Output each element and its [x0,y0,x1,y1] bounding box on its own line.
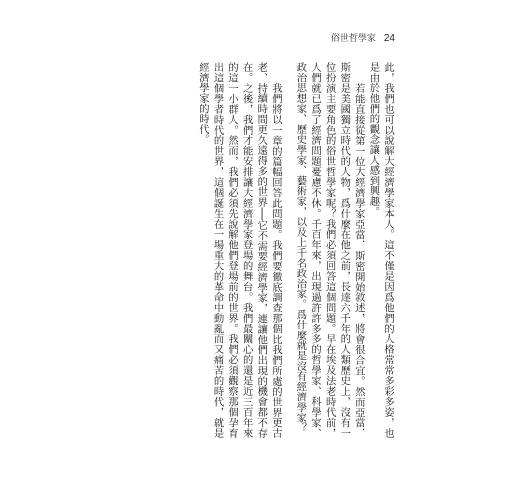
paragraph: 此，我們也可以說解大經濟學家本人。這不僅是因爲他們的人格常常多彩多姿，也是由於他們的觀念讓人感到興趣。 [367,62,394,438]
running-header [331,31,395,44]
running-title: 俗世哲學家 [330,34,376,44]
paragraph: 我們將以一章的篇幅回答此問題。我們要徹底調查那個比我們所處的世界更古老、持續時間更久遠得多的世界──它不需要經濟學家，連讓他們出現的機會都不存在。之後，我們才能安排讓大經濟學家登場的舞台。我們最關心的還是近三百年來的這一小群人。然而，我們必須先說解他們登場前的世界。我們必須觀察那個孕育出這個學者時代的世界，這個誕生在一場重大的革命中動亂而又痛苦的時代，就是經濟學家的時代。 [196,62,282,438]
body-text [150,62,395,438]
paragraph: 若能直接從第一位大經濟學家亞當．斯密開始敘述，將會很合宜。然而亞當．斯密是美國獨立時代的人物，爲什麼在他之前，長達六千年的人類歷史上，沒有一位扮演主要角色的俗世哲學家呢？我們必須回答這個問題。早在埃及法老時代前，人們就已爲了經濟問題憂慮不休。千百年來，出現過許許多多的哲學家、科學家、政治思想家、歷史學家、藝術家，以及上千名政治家。爲什麼就是沒有經濟學家？ [294,62,365,438]
page-number: 24 [383,33,395,44]
